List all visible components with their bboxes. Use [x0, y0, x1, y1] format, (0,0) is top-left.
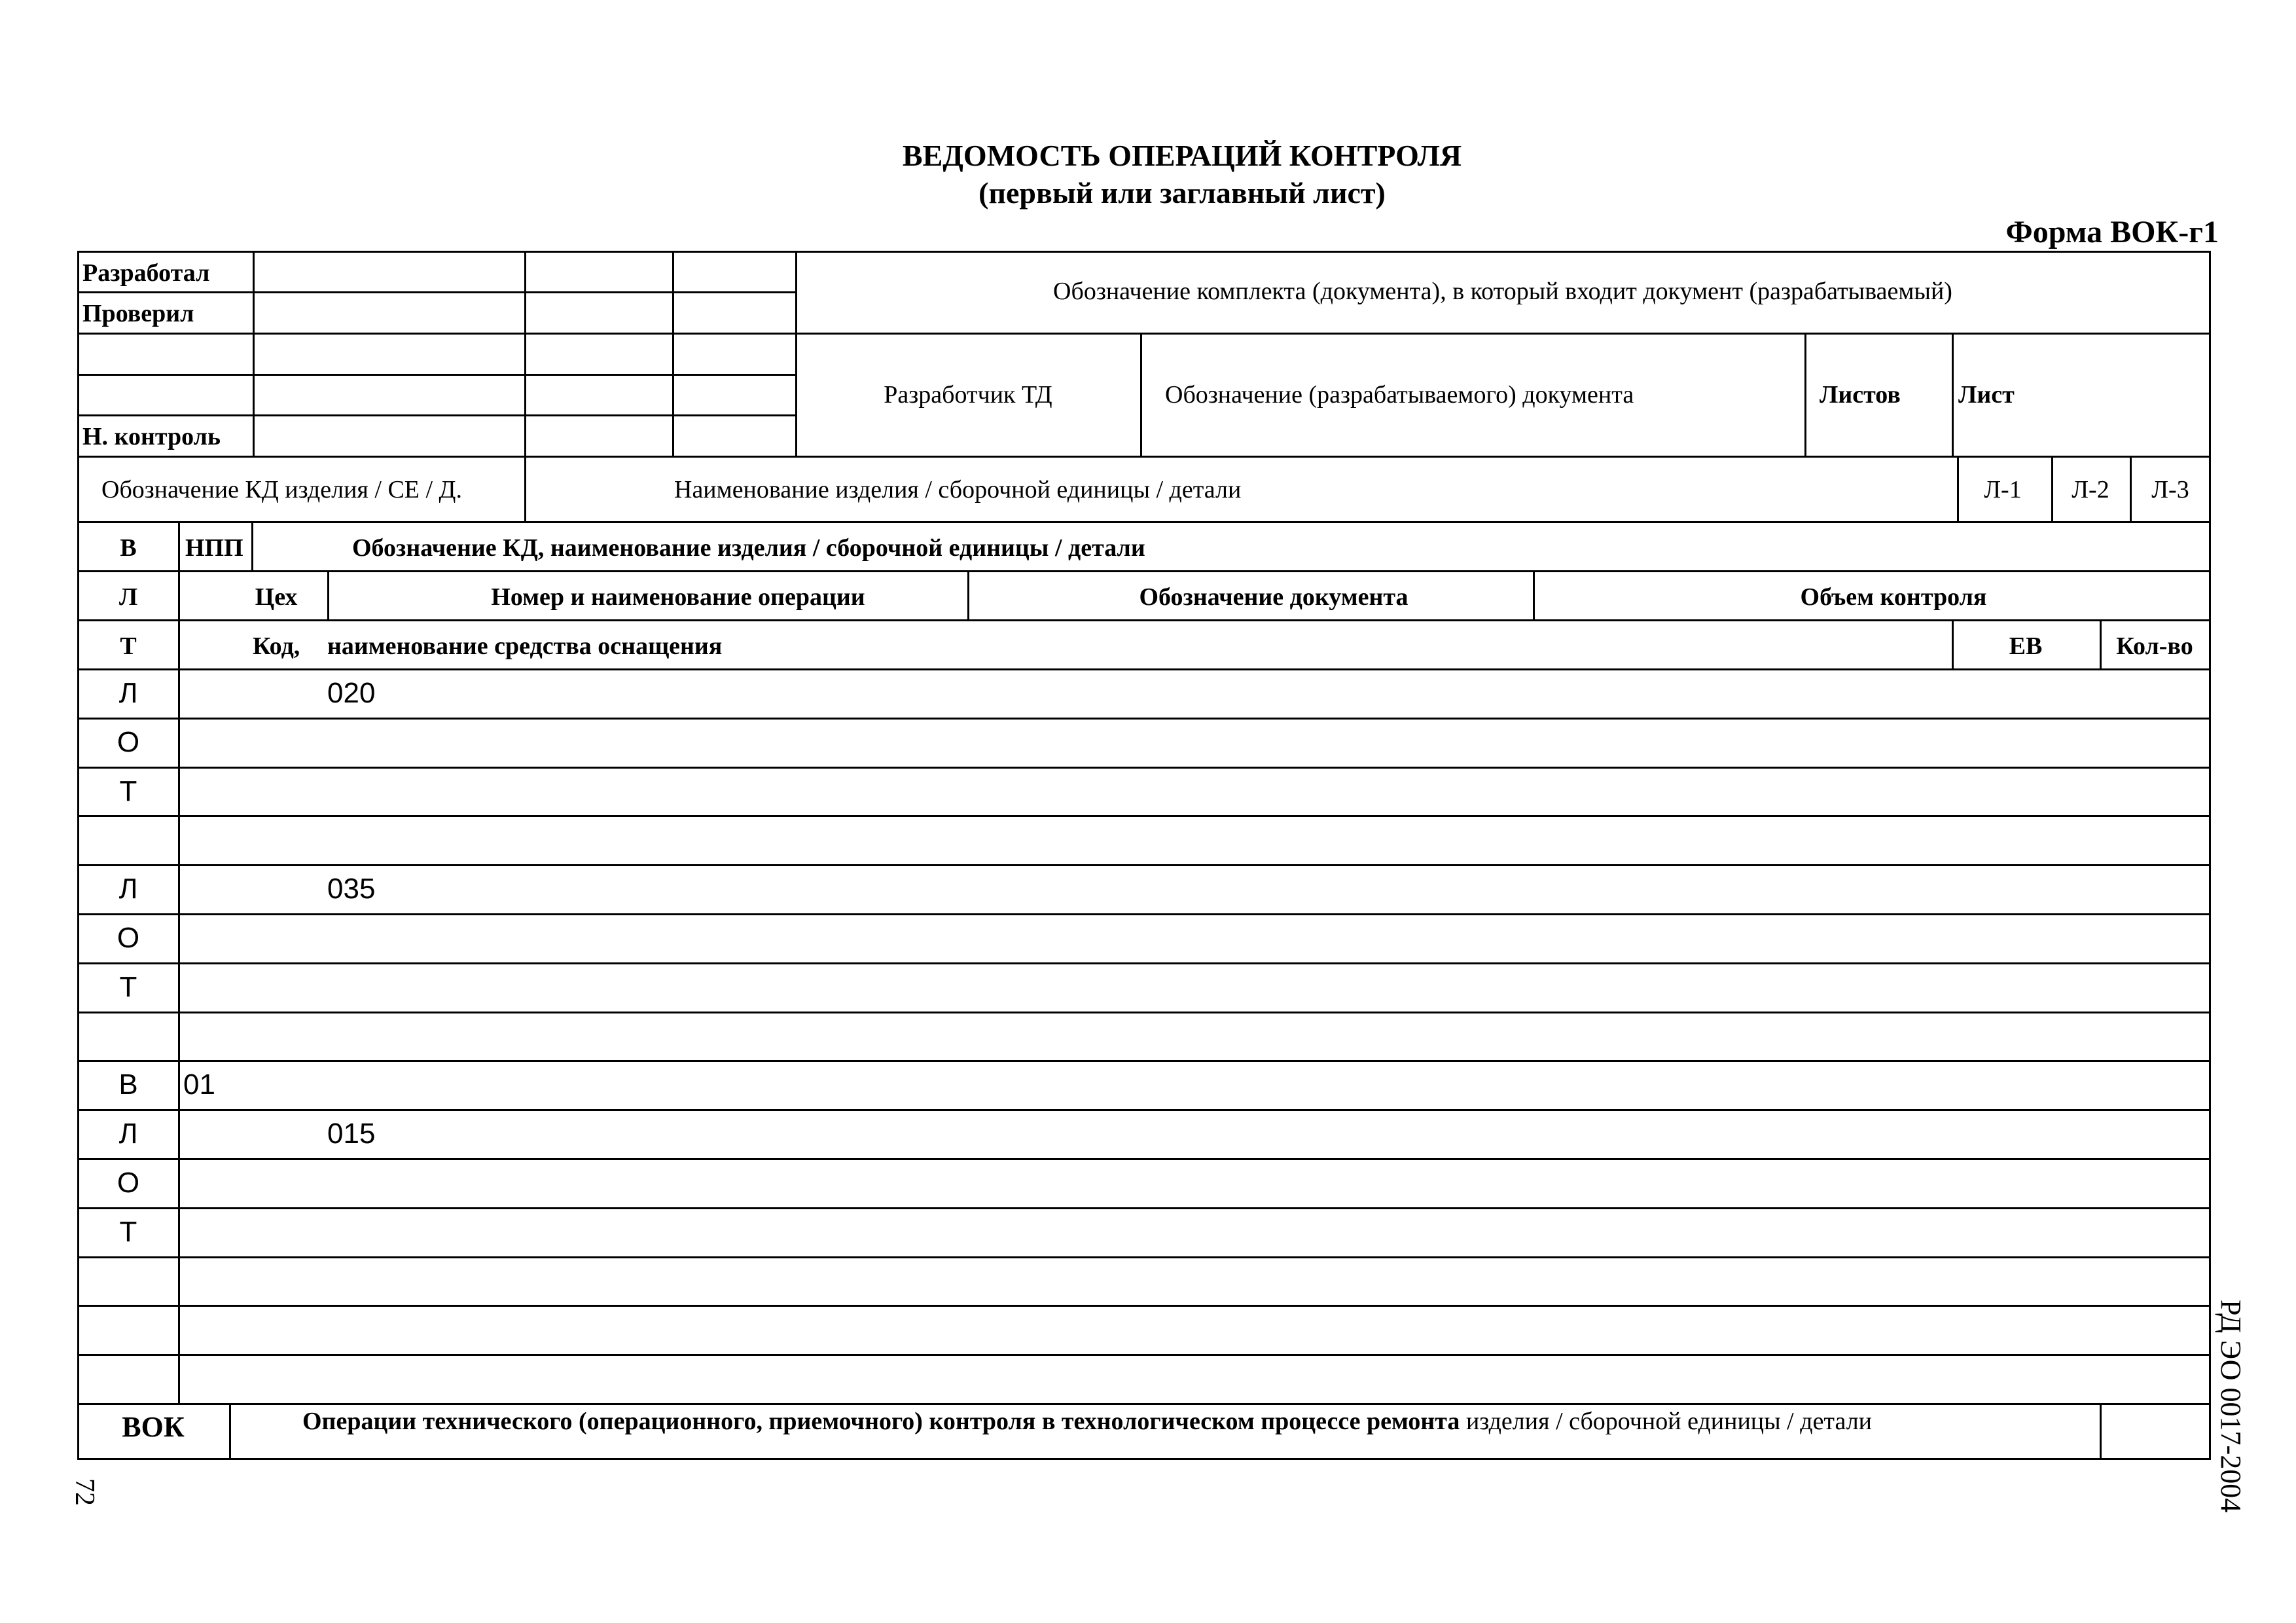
footer-line [77, 1403, 2211, 1405]
row-divider [77, 1207, 2211, 1209]
row-divider [77, 864, 2211, 866]
row-v-npp: НПП [185, 534, 243, 562]
npp-column-line [251, 521, 253, 570]
item-row-line [1957, 456, 1959, 521]
sheets-label: Листов [1820, 381, 1901, 409]
row-divider [77, 1060, 2211, 1062]
stamp-line [253, 251, 255, 456]
footer-description [302, 1409, 1872, 1434]
row-code: Л [118, 677, 138, 709]
row-t-code: Т [120, 632, 137, 660]
row-code: Т [119, 775, 137, 807]
vok-label: ВОК [122, 1411, 185, 1443]
kd-designation-label: Обозначение КД изделия / СЕ / Д. [101, 476, 462, 503]
row-l-document: Обозначение документа [1139, 583, 1408, 611]
row-code: О [117, 726, 140, 758]
l1-label: Л-1 [1984, 476, 2022, 503]
stamp-line [77, 291, 797, 293]
frame-right-border [2209, 251, 2211, 1460]
row-operation-number: 035 [327, 873, 376, 905]
row-divider [77, 962, 2211, 964]
stamp-line [524, 251, 526, 456]
header-row-line [77, 668, 2211, 670]
item-row-line [77, 521, 2211, 523]
row-code: О [117, 1167, 140, 1199]
frame-top-border [77, 251, 2211, 253]
row-l-operation: Номер и наименование операции [491, 583, 865, 611]
row-l-line [1533, 570, 1535, 619]
item-row-line [524, 456, 526, 521]
stamp-line [77, 374, 797, 376]
row-t-code-label: Код, [253, 632, 300, 660]
form-code-label: Форма ВОК-г1 [2005, 215, 2219, 249]
row-operation-number: 015 [327, 1118, 376, 1150]
frame-bottom-border [77, 1458, 2211, 1460]
norm-control-label: Н. контроль [82, 423, 221, 450]
row-t-line [2100, 619, 2102, 668]
footer-description-bold: Операции технического (операционного, приемочного) контроля в технологическом процессе ремонта [302, 1408, 1460, 1435]
row-divider [77, 1158, 2211, 1160]
footer-line [2100, 1403, 2102, 1458]
sheet-label: Лист [1958, 381, 2015, 409]
row-divider [77, 1354, 2211, 1356]
row-v-code: В [120, 534, 137, 562]
td-developer-label: Разработчик ТД [884, 381, 1052, 409]
frame-left-border [77, 251, 79, 1460]
row-l-line [967, 570, 969, 619]
row-code: О [117, 922, 140, 954]
stamp-line [1140, 333, 1142, 456]
item-name-label: Наименование изделия / сборочной единицы / детали [674, 476, 1242, 503]
row-code: Т [119, 971, 137, 1003]
row-divider [77, 1109, 2211, 1111]
doc-code-vertical: РД ЭО 0017-2004 [2215, 1300, 2247, 1513]
l3-label: Л-3 [2151, 476, 2189, 503]
row-l-shop: Цех [255, 583, 298, 611]
row-code: Л [118, 1118, 138, 1150]
row-l-line [327, 570, 329, 619]
stamp-line [672, 251, 674, 456]
row-code: Т [119, 1216, 137, 1248]
stamp-line [795, 251, 797, 456]
page-number: 72 [69, 1478, 99, 1506]
row-t-ev: ЕВ [2009, 632, 2043, 660]
row-code: В [118, 1068, 138, 1101]
l2-label: Л-2 [2072, 476, 2109, 503]
row-divider [77, 767, 2211, 769]
row-t-line [1952, 619, 1954, 668]
row-divider [77, 815, 2211, 817]
item-row-line [2130, 456, 2132, 521]
row-divider [77, 1012, 2211, 1013]
checked-label: Проверил [82, 300, 194, 327]
row-divider [77, 1256, 2211, 1258]
stamp-line [77, 456, 2211, 458]
row-operation-number: 020 [327, 677, 376, 709]
doc-designation-label: Обозначение (разрабатываемого) документа [1165, 381, 1634, 409]
stamp-line [1952, 333, 1954, 456]
row-divider [77, 1305, 2211, 1307]
row-v-text: Обозначение КД, наименование изделия / сборочной единицы / детали [352, 534, 1145, 562]
header-row-line [77, 619, 2211, 621]
row-t-qty: Кол-во [2116, 632, 2193, 660]
item-row-line [2051, 456, 2053, 521]
row-code: Л [118, 873, 138, 905]
form-subtitle: (первый или заглавный лист) [978, 176, 1386, 210]
header-row-line [77, 570, 2211, 572]
stamp-line [77, 414, 797, 416]
row-l-code: Л [118, 583, 138, 611]
stamp-line [77, 333, 2211, 335]
footer-description-normal: изделия / сборочной единицы / детали [1460, 1408, 1872, 1435]
row-divider [77, 913, 2211, 915]
row-t-equipment: наименование средства оснащения [327, 632, 723, 660]
row-l-volume: Объем контроля [1800, 583, 1987, 611]
kit-designation-label: Обозначение комплекта (документа), в который входит документ (разрабатываемый) [1053, 278, 1952, 305]
form-title: ВЕДОМОСТЬ ОПЕРАЦИЙ КОНТРОЛЯ [902, 139, 1462, 172]
row-npp: 01 [183, 1068, 215, 1101]
footer-line [229, 1403, 231, 1458]
developed-label: Разработал [82, 259, 210, 287]
row-divider [77, 718, 2211, 720]
stamp-line [1804, 333, 1806, 456]
